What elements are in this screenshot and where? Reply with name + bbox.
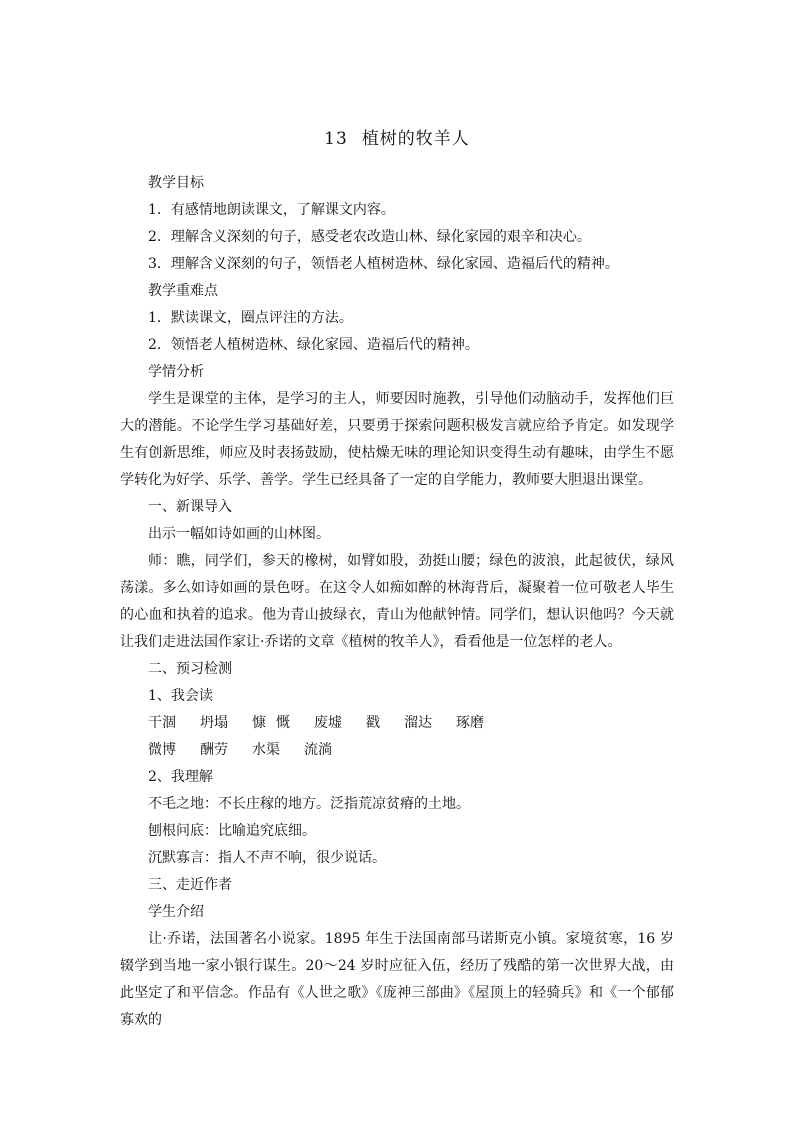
subheading-understand: 2、我理解 (148, 769, 213, 785)
word-list-row (120, 737, 674, 764)
lesson-number: 13 (324, 129, 348, 149)
word-item: 水渠 (252, 742, 280, 758)
subheading-read: 1、我会读 (148, 688, 213, 704)
word-item: 流淌 (304, 742, 332, 758)
key-point-item: 1．默读课文，圈点评注的方法。 (148, 310, 353, 326)
goal-item: 3．理解含义深刻的句子，领悟老人植树造林、绿化家园、造福后代的精神。 (148, 256, 619, 272)
lesson-title (120, 124, 674, 149)
intro-line: 出示一幅如诗如画的山林图。 (148, 526, 330, 542)
analysis-paragraph: 学生是课堂的主体，是学习的主人，师要因时施教，引导他们动脑动手，发挥他们巨大的潜能。不论学生学习基础好差，只要勇于探索问题积极发言就应给予肯定。如发现学生有创新思维，师应及时表扬鼓励，使枯燥无味的理论知识变得生动有趣味，由学生不愿学转化为好学、乐学、善学。学生已经具备了一定的自学能力，教师要大胆退出课堂。 (120, 391, 674, 488)
definition-item: 刨根问底：比喻追究底细。 (148, 823, 316, 839)
section-heading-author: 三、走近作者 (148, 877, 232, 893)
goal-item: 1．有感情地朗读课文，了解课文内容。 (148, 202, 395, 218)
word-item: 戳 (366, 715, 380, 731)
word-list-row (120, 710, 674, 737)
goal-item: 2．理解含义深刻的句子，感受老农改造山林、绿化家园的艰辛和决心。 (148, 229, 591, 245)
word-item: 干涸 (148, 715, 176, 731)
section-heading-intro: 一、新课导入 (148, 499, 232, 515)
word-item: 溜达 (404, 715, 432, 731)
word-item: 坍塌 (200, 715, 228, 731)
intro-paragraph: 师：瞧，同学们，参天的橡树，如臂如股，劲挺山腰；绿色的波浪，此起彼伏，绿风荡漾。多么如诗如画的景色呀。在这令人如痴如醉的林海背后，凝聚着一位可敬老人毕生的心血和执着的追求。他为青山披绿衣，青山为他献钟情。同学们，想认识他吗？今天就让我们走进法国作家让·乔诺的文章《植树的牧羊人》，看看他是一位怎样的老人。 (120, 553, 674, 650)
key-point-item: 2．领悟老人植树造林、绿化家园、造福后代的精神。 (148, 337, 479, 353)
word-item: 废墟 (314, 715, 342, 731)
author-paragraph: 让·乔诺，法国著名小说家。1895 年生于法国南部马诺斯克小镇。家境贫寒，16 岁辍学到当地一家小银行谋生。20～24 岁时应征入伍，经历了残酷的第一次世界大战，由此坚定了和平信念。作品有《人世之歌》《庞神三部曲》《屋顶上的轻骑兵》和《一个郁郁寡欢的 (120, 931, 674, 1028)
lesson-title-text: 植树的牧羊人 (361, 129, 470, 149)
subheading-student-intro: 学生介绍 (148, 904, 204, 920)
word-item: 慷 (252, 715, 266, 731)
definition-item: 沉默寡言：指人不声不响，很少说话。 (148, 850, 386, 866)
section-heading-goals: 教学目标 (148, 175, 204, 191)
section-heading-key-points: 教学重难点 (148, 283, 218, 299)
word-item: 酬劳 (200, 742, 228, 758)
word-item: 慨 (276, 715, 290, 731)
definition-item: 不毛之地：不长庄稼的地方。泛指荒凉贫瘠的土地。 (148, 796, 470, 812)
document-body (120, 170, 674, 1034)
section-heading-preview: 二、预习检测 (148, 661, 232, 677)
word-item: 琢磨 (456, 715, 484, 731)
word-item: 微博 (148, 742, 176, 758)
section-heading-analysis: 学情分析 (148, 364, 204, 380)
